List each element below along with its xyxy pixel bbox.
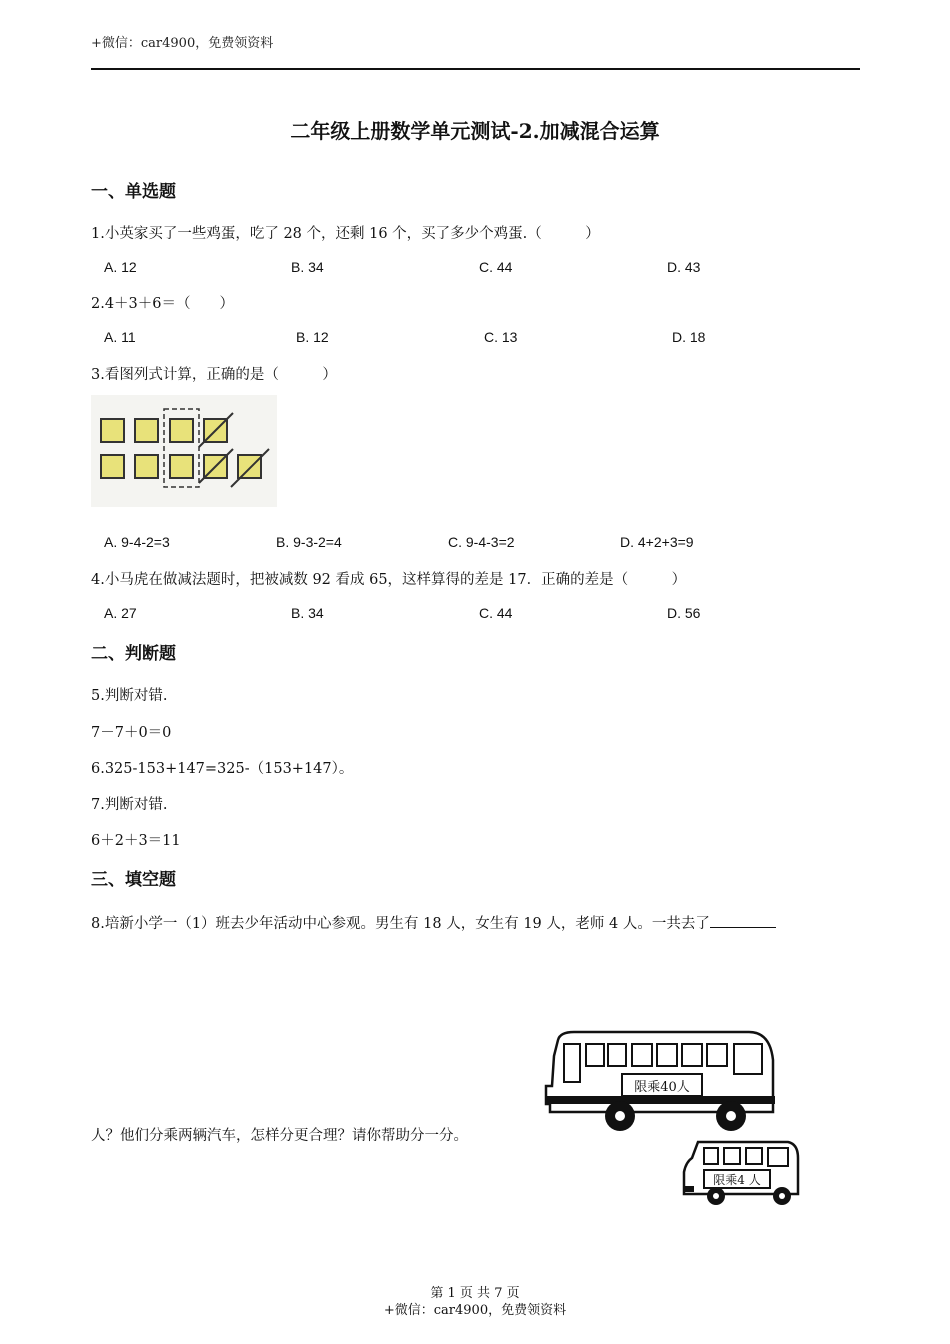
header-divider <box>91 68 860 70</box>
question-8-text-line1 <box>91 912 776 933</box>
bus-hubcap <box>713 1193 719 1199</box>
square <box>170 419 193 442</box>
square <box>101 455 124 478</box>
question-3-option-d: D. 4+2+3=9 <box>620 534 694 550</box>
question-1-option-c: C. 44 <box>479 259 513 275</box>
question-3-option-c: C. 9-4-3=2 <box>448 534 515 550</box>
square <box>135 455 158 478</box>
question-5-expression: 7－7＋0＝0 <box>91 725 172 741</box>
crossed-square <box>238 455 261 478</box>
question-4-option-a: A. 27 <box>104 605 137 621</box>
capacity-sign-text: 限乘40人 <box>634 1080 690 1095</box>
square <box>135 419 158 442</box>
question-6-text: 6.325-153+147=325-（153+147）。 <box>91 761 354 777</box>
question-4-option-b: B. 34 <box>291 605 324 621</box>
header-note: +微信：car4900，免费领资料 <box>91 36 274 51</box>
capacity-sign-text: 限乘4 人 <box>713 1173 761 1187</box>
question-2-option-a: A. 11 <box>104 329 136 345</box>
question-8-text: 8.培新小学一（1）班去少年活动中心参观。男生有 18 人，女生有 19 人，老师 4 人。一共去了 <box>91 916 710 932</box>
question-1-option-d: D. 43 <box>667 259 701 275</box>
question-2-option-b: B. 12 <box>296 329 329 345</box>
question-2-option-d: D. 18 <box>672 329 706 345</box>
square <box>170 455 193 478</box>
question-5-text: 5.判断对错. <box>91 688 168 704</box>
section-heading-true-false: 二、判断题 <box>91 644 176 664</box>
question-3-option-b: B. 9-3-2=4 <box>276 534 342 550</box>
question-1-option-a: A. 12 <box>104 259 137 275</box>
answer-blank[interactable] <box>710 912 776 928</box>
big-bus-illustration <box>544 1030 776 1136</box>
square <box>101 419 124 442</box>
bus-hubcap <box>726 1111 736 1121</box>
question-7-text: 7.判断对错. <box>91 797 168 813</box>
bus-hubcap <box>615 1111 625 1121</box>
question-1-text: 1.小英家买了一些鸡蛋，吃了 28 个，还剩 16 个，买了多少个鸡蛋.（ ） <box>91 226 600 242</box>
question-2-option-c: C. 13 <box>484 329 518 345</box>
footer-page-number: 第 1 页 共 7 页 <box>430 1286 520 1301</box>
bus-stripe <box>546 1096 775 1104</box>
bus-bumper <box>684 1186 694 1192</box>
question-3-text: 3.看图列式计算，正确的是（ ） <box>91 367 337 383</box>
squares-figure <box>91 395 277 507</box>
small-bus-svg <box>680 1138 802 1208</box>
small-bus-illustration <box>680 1138 802 1208</box>
section-heading-single-choice: 一、单选题 <box>91 182 176 202</box>
question-7-expression: 6＋2＋3＝11 <box>91 833 181 849</box>
footer-note: +微信：car4900，免费领资料 <box>383 1303 567 1318</box>
big-bus-svg <box>544 1030 776 1136</box>
question-1-option-b: B. 34 <box>291 259 324 275</box>
question-4-option-d: D. 56 <box>667 605 701 621</box>
section-heading-fill-blank: 三、填空题 <box>91 870 176 890</box>
question-2-text: 2.4＋3＋6＝（ ） <box>91 296 235 312</box>
bus-hubcap <box>779 1193 785 1199</box>
question-3-option-a: A. 9-4-2=3 <box>104 534 170 550</box>
question-8-text-line2: 人？他们分乘两辆汽车，怎样分更合理？请你帮助分一分。 <box>91 1128 468 1144</box>
squares-figure-svg <box>91 395 277 507</box>
question-4-text: 4.小马虎在做减法题时，把被减数 92 看成 65，这样算得的差是 17．正确的差是（ ） <box>91 572 687 588</box>
question-4-option-c: C. 44 <box>479 605 513 621</box>
page-title: 二年级上册数学单元测试-2.加减混合运算 <box>290 119 660 143</box>
